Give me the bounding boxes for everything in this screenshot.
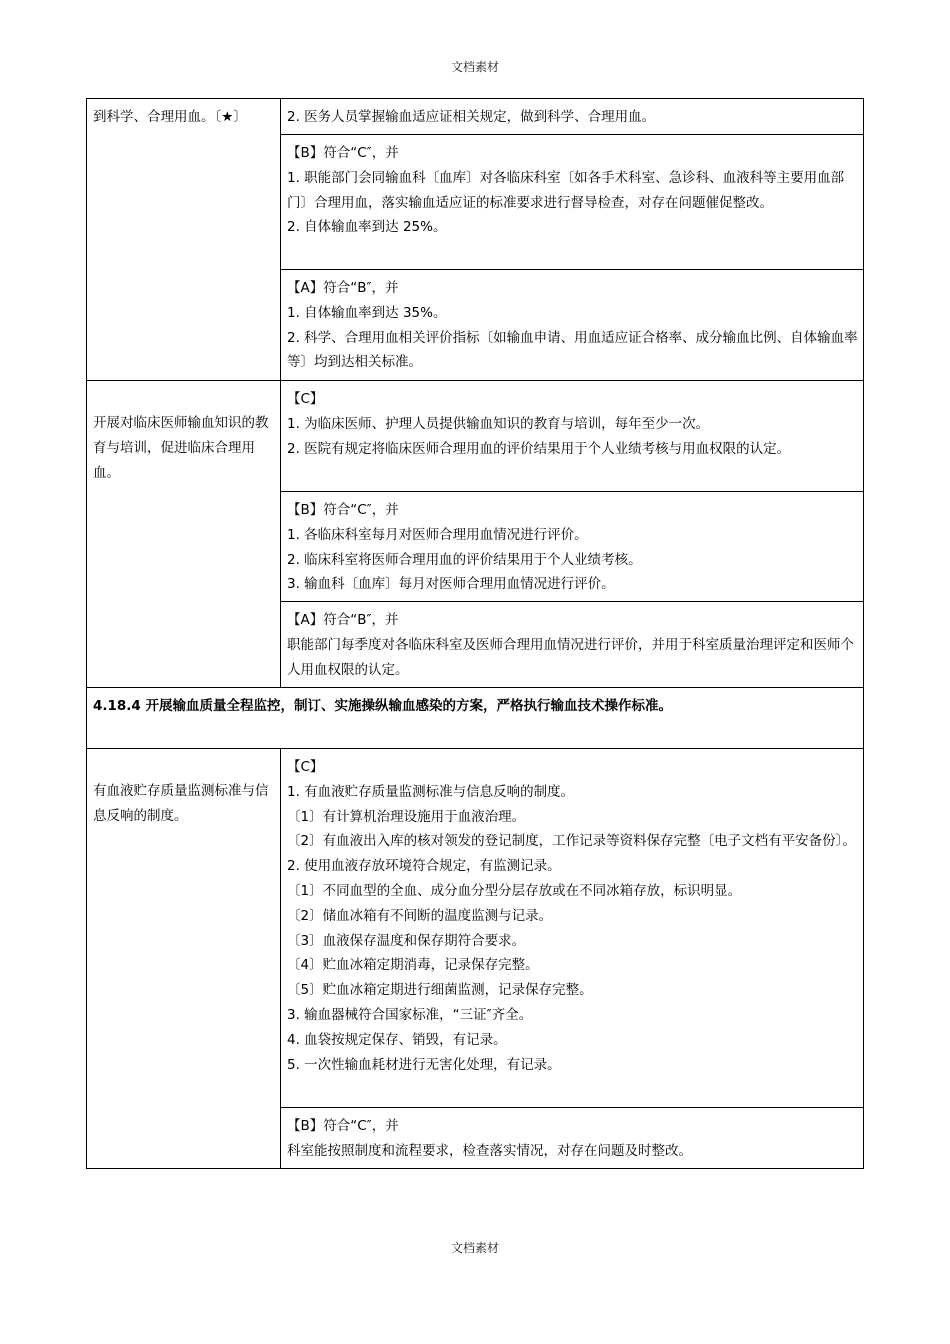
requirement-cell xyxy=(281,492,864,602)
requirement-line: 4. 血袋按规定保存、销毁，有记录。 xyxy=(287,1031,507,1048)
table-row xyxy=(87,688,864,749)
requirement-line: 2. 自体输血率到达 25%。 xyxy=(287,219,447,236)
requirement-line: 【C】 xyxy=(287,391,324,407)
requirement-line: 〔4〕贮血冰箱定期消毒，记录保存完整。 xyxy=(287,957,539,974)
table-row xyxy=(87,99,864,135)
standards-table xyxy=(86,98,864,1169)
requirement-line: 2. 医院有规定将临床医师合理用血的评价结果用于个人业绩考核与用血权限的认定。 xyxy=(287,440,791,457)
criterion-text: 有血液贮存质量监测标准与信息反响的制度。 xyxy=(93,783,269,824)
criterion-text: 开展对临床医师输血知识的教育与培训，促进临床合理用血。 xyxy=(93,415,269,481)
requirement-line: 【C】 xyxy=(287,759,324,775)
requirement-line: 1. 有血液贮存质量监测标准与信息反响的制度。 xyxy=(287,783,575,800)
requirement-line: 【A】符合“B″，并 xyxy=(287,280,399,296)
requirement-line: 【B】符合“C″，并 xyxy=(287,145,399,161)
requirement-cell xyxy=(281,1108,864,1169)
requirement-cell xyxy=(281,99,864,135)
requirement-line: 〔2〕储血冰箱有不间断的温度监测与记录。 xyxy=(287,907,553,924)
requirement-line: 职能部门每季度对各临床科室及医师合理用血情况进行评价，并用于科室质量治理评定和医师个人用血权限的认定。 xyxy=(287,636,854,678)
page-header: 文档素材 xyxy=(450,60,499,74)
requirement-line: 3. 输血器械符合国家标准，“三证″齐全。 xyxy=(287,1006,533,1023)
requirement-line: 1. 为临床医师、护理人员提供输血知识的教育与培训，每年至少一次。 xyxy=(287,415,710,432)
requirement-line: 2. 临床科室将医师合理用血的评价结果用于个人业绩考核。 xyxy=(287,551,642,568)
table-row xyxy=(87,381,864,492)
requirement-line: 5. 一次性输血耗材进行无害化处理，有记录。 xyxy=(287,1056,561,1073)
criterion-cell xyxy=(87,381,281,688)
criterion-cell xyxy=(87,99,281,381)
table-row xyxy=(87,749,864,1108)
criterion-text: 到科学、合理用血。〔★〕 xyxy=(93,109,247,125)
requirement-cell xyxy=(281,602,864,688)
requirement-cell xyxy=(281,749,864,1108)
requirement-line: 【B】符合“C″，并 xyxy=(287,1118,399,1134)
section-heading: 4.18.4 开展输血质量全程监控，制订、实施操纵输血感染的方案，严格执行输血技术操作标准。 xyxy=(87,688,864,749)
requirement-line: 【A】符合“B″，并 xyxy=(287,612,399,628)
criterion-cell xyxy=(87,749,281,1169)
requirement-cell xyxy=(281,270,864,381)
requirement-line: 〔5〕贮血冰箱定期进行细菌监测，记录保存完整。 xyxy=(287,982,593,999)
requirement-line: 科室能按照制度和流程要求，检查落实情况，对存在问题及时整改。 xyxy=(287,1142,692,1159)
requirement-line: 1. 职能部门会同输血科〔血库〕对各临床科室〔如各手术科室、急诊科、血液科等主要用血部门〕合理用血，落实输血适应证的标准要求进行督导检查，对存在问题催促整改。 xyxy=(287,169,845,211)
requirement-line: 2. 科学、合理用血相关评价指标〔如输血申请、用血适应证合格率、成分输血比例、自体输血率等〕均到达相关标准。 xyxy=(287,329,858,371)
requirement-line: 2. 使用血液存放环境符合规定，有监测记录。 xyxy=(287,858,561,875)
requirement-line: 2. 医务人员掌握输血适应证相关规定，做到科学、合理用血。 xyxy=(287,109,656,125)
requirement-line: 〔1〕有计算机治理设施用于血液治理。 xyxy=(287,808,526,825)
requirement-line: 〔1〕不同血型的全血、成分血分型分层存放或在不同冰箱存放，标识明显。 xyxy=(287,882,742,899)
requirement-line: 1. 各临床科室每月对医师合理用血情况进行评价。 xyxy=(287,526,588,543)
requirement-line: 3. 输血科〔血库〕每月对医师合理用血情况进行评价。 xyxy=(287,576,615,593)
requirement-line: 〔3〕血液保存温度和保存期符合要求。 xyxy=(287,932,526,949)
requirement-line: 1. 自体输血率到达 35%。 xyxy=(287,304,447,321)
requirement-line: 〔2〕有血液出入库的核对领发的登记制度，工作记录等资料保存完整〔电子文档有平安备份〕。 xyxy=(287,833,856,850)
requirement-cell xyxy=(281,381,864,492)
requirement-line: 【B】符合“C″，并 xyxy=(287,502,399,518)
requirement-cell xyxy=(281,135,864,270)
page-footer: 文档素材 xyxy=(450,1241,499,1255)
